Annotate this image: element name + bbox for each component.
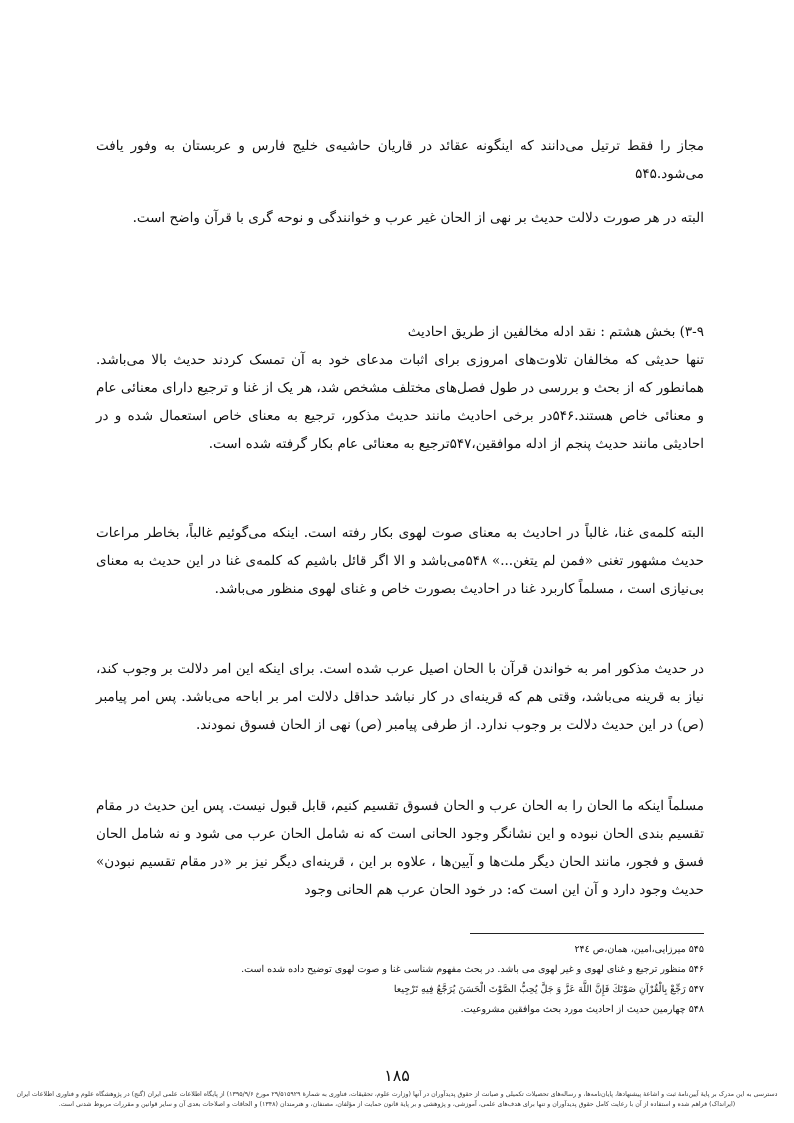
footnote-547: ۵۴۷ رَجِّعْ بِالْقُرْآنِ صَوْتَكَ فَإِنَّ اللَّهَ عَزَّ وَ جَلَّ يُحِبُّ الصَّوْتَ الْحَسَنَ يُرَجَّعُ فِيهِ تَرْجِيعا bbox=[393, 984, 704, 995]
paragraph-4: البته کلمه‌ی غنا، غالباً در احادیث به معنای صوت لهوی بکار رفته است. اینکه می‌گوئیم غالباً، بخاطر مراعات حدیث مشهور تغنی «فمن لم یتغن...» ۵۴۸می‌باشد و الا اگر قائل باشیم که کلمه‌ی غنا در این حدیث به معنای بی‌نیازی است ، مسلماً کاربرد غنا در احادیث بصورت خاص و غنای لهوی منظور می‌باشد. bbox=[96, 525, 704, 597]
footnotes bbox=[96, 940, 704, 1020]
section-heading: ۳-۹) بخش هشتم : نقد ادله مخالفین از طریق احادیث bbox=[407, 324, 704, 340]
footnote-545: ۵۴۵ میرزایی،امین، همان،ص ۲۴٤ bbox=[574, 944, 704, 955]
paragraph-5: در حدیث مذکور امر به خواندن قرآن با الحان اصیل عرب شده است. برای اینکه این امر دلالت بر وجوب کند، نیاز به قرینه می‌باشد، وقتی هم که قرینه‌ای در کار نباشد حداقل دلالت امر بر اباحه می‌باشد. پس امر پیامبر (ص) در این حدیث دلالت بر وجوب ندارد. از طرفی پیامبر (ص) نهی از الحان فسوق نمودند. bbox=[96, 661, 704, 733]
page-number: ۱۸۵ bbox=[384, 1066, 410, 1085]
paragraph-2: البته در هر صورت دلالت حدیث بر نهی از الحان غیر عرب و خوانندگی و نوحه گری با قرآن واضح است. bbox=[132, 210, 704, 226]
copyright-notice: دسترسی به این مدرک بر پایهٔ آیین‌نامهٔ ثبت و اشاعهٔ پیشنهادها، پایان‌نامه‌ها، و رساله‌های تحصیلات تکمیلی و صیانت از حقوق پدیدآوران در آنها (وزارت علوم، تحقیقات، فناوری به شمارهٔ ۲۹/۵۱۵۹۲۹ مورخ ۱۳۹۵/۹/۶) از پایگاه اطلاعات علمی ایران (گنج) در پژوهشگاه علوم و فناوری اطلاعات ایران (ایرانداک) فراهم شده و استفاده از آن با رعایت کامل حقوق پدیدآوران و تنها برای هدف‌های علمی، آموزشی، و پژوهشی و بر پایهٔ قانون حمایت از مؤلفان، مصنفان، و هنرمندان (۱۳۴۸) و الحاقات و اصلاحات بعدی آن و سایر قوانین و مقررات مربوط شدنی است. bbox=[16, 1091, 778, 1108]
paragraph-3: تنها حدیثی که مخالفان تلاوت‌های امروزی برای اثبات مدعای خود به آن تمسک کردند حدیث بالا می‌باشد. همانطور که از بحث و بررسی در طول فصل‌های مختلف مشخص شد، هر یک از غنا و ترجیع دارای معنائی عام و معنائی خاص هستند.۵۴۶در برخی احادیث مانند حدیث مذکور، ترجیع به معنای خاص استعمال شده و در احادیثی مانند حدیث پنجم از ادله موافقین،۵۴۷ترجیع به معنائی عام بکار گرفته شده است. bbox=[96, 352, 704, 452]
footnote-548: ۵۴۸ چهارمین حدیث از احادیث مورد بحث موافقین مشروعیت. bbox=[460, 1004, 704, 1015]
footnote-546: ۵۴۶ منظور ترجیع و غنای لهوی و غیر لهوی می باشد. در بحث مفهوم شناسی غنا و صوت لهوی توضیح داده شده است. bbox=[241, 964, 704, 975]
footnote-divider bbox=[470, 933, 704, 934]
paragraph-6: مسلماً اینکه ما الحان را به الحان عرب و الحان فسوق تقسیم کنیم، قابل قبول نیست. پس این حدیث در مقام تقسیم بندی الحان نبوده و این نشانگر وجود الحانی است که نه شامل الحان عرب می شود و نه شامل الحان فسق و فجور، مانند الحان دیگر ملت‌ها و آیین‌ها ، علاوه بر این ، قرینه‌ای دیگر نیز بر «در مقام تقسیم نبودن» حدیث وجود دارد و آن این است که: در خود الحان عرب هم الحانی وجود bbox=[96, 798, 704, 898]
paragraph-1: مجاز را فقط ترتیل می‌دانند که اینگونه عقائد در قاریان حاشیه‌ی خلیج فارس و عربستان به وفور یافت می‌شود.۵۴۵ bbox=[96, 138, 704, 182]
